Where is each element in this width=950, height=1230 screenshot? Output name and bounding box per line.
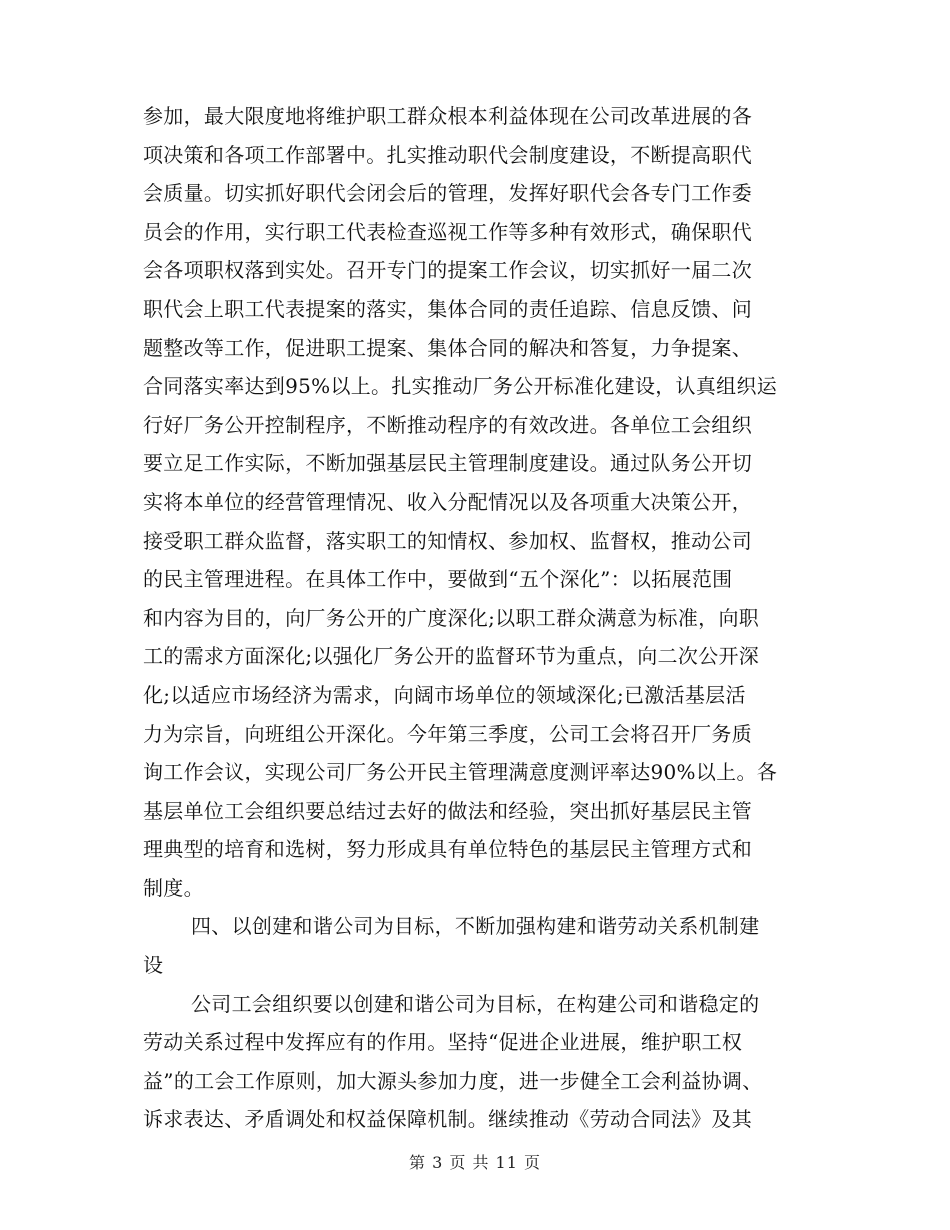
paragraph-line: 会各项职权落到实处。召开专门的提案工作会议，切实抓好一届二次 <box>143 258 752 283</box>
paragraph-line: 会质量。切实抓好职代会闭会后的管理，发挥好职代会各专门工作委 <box>143 181 752 206</box>
paragraph-line: 职代会上职工代表提案的落实，集体合同的责任追踪、信息反馈、问 <box>143 296 752 321</box>
paragraph-line: 题整改等工作，促进职工提案、集体合同的解决和答复，力争提案、 <box>143 335 752 360</box>
paragraph-line: 询工作会议，实现公司厂务公开民主管理满意度测评率达90%以上。各 <box>143 760 778 785</box>
paragraph-line: 参加，最大限度地将维护职工群众根本利益体现在公司改革进展的各 <box>143 104 752 128</box>
paragraph-line: 工的需求方面深化;以强化厂务公开的监督环节为重点，向二次公开深 <box>143 644 760 669</box>
paragraph-line: 接受职工群众监督，落实职工的知情权、参加权、监督权，推动公司 <box>143 528 752 553</box>
paragraph-line: 基层单位工会组织要总结过去好的做法和经验，突出抓好基层民主管 <box>143 798 752 823</box>
paragraph-line: 化;以适应市场经济为需求，向阔市场单位的领域深化;已激活基层活 <box>143 682 746 707</box>
paragraph-line: 实将本单位的经营管理情况、收入分配情况以及各项重大决策公开， <box>143 489 752 514</box>
paragraph-line: 和内容为目的，向厂务公开的广度深化;以职工群众满意为标准，向职 <box>143 605 760 630</box>
section-heading-line: 设 <box>143 953 164 978</box>
paragraph-line: 制度。 <box>143 875 204 900</box>
page-number-footer: 第 3 页 共 11 页 <box>409 1153 541 1172</box>
paragraph-line: 诉求表达、矛盾调处和权益保障机制。继续推动《劳动合同法》及其 <box>143 1107 752 1132</box>
paragraph-line: 理典型的培育和选树，努力形成具有单位特色的基层民主管理方式和 <box>143 837 752 862</box>
paragraph-line: 力为宗旨，向班组公开深化。今年第三季度，公司工会将召开厂务质 <box>143 721 752 746</box>
paragraph-line: 行好厂务公开控制程序，不断推动程序的有效改进。各单位工会组织 <box>143 412 752 437</box>
paragraph-line: 要立足工作实际，不断加强基层民主管理制度建设。通过队务公开切 <box>143 451 752 476</box>
section-heading-line: 四、以创建和谐公司为目标，不断加强构建和谐劳动关系机制建 <box>191 914 760 939</box>
paragraph-line: 的民主管理进程。在具体工作中，要做到“五个深化”：以拓展范围 <box>143 567 733 592</box>
paragraph-line: 公司工会组织要以创建和谐公司为目标，在构建公司和谐稳定的 <box>191 991 760 1016</box>
paragraph-line: 项决策和各项工作部署中。扎实推动职代会制度建设，不断提高职代 <box>143 142 752 167</box>
paragraph-line: 益”的工会工作原则，加大源头参加力度，进一步健全工会利益协调、 <box>143 1068 763 1093</box>
paragraph-line: 合同落实率达到95%以上。扎实推动厂务公开标准化建设，认真组织运 <box>143 374 778 399</box>
document-body <box>143 97 808 1139</box>
paragraph-line: 劳动关系过程中发挥应有的作用。坚持“促进企业进展，维护职工权 <box>143 1030 743 1055</box>
paragraph-line: 员会的作用，实行职工代表检查巡视工作等多种有效形式，确保职代 <box>143 219 752 244</box>
